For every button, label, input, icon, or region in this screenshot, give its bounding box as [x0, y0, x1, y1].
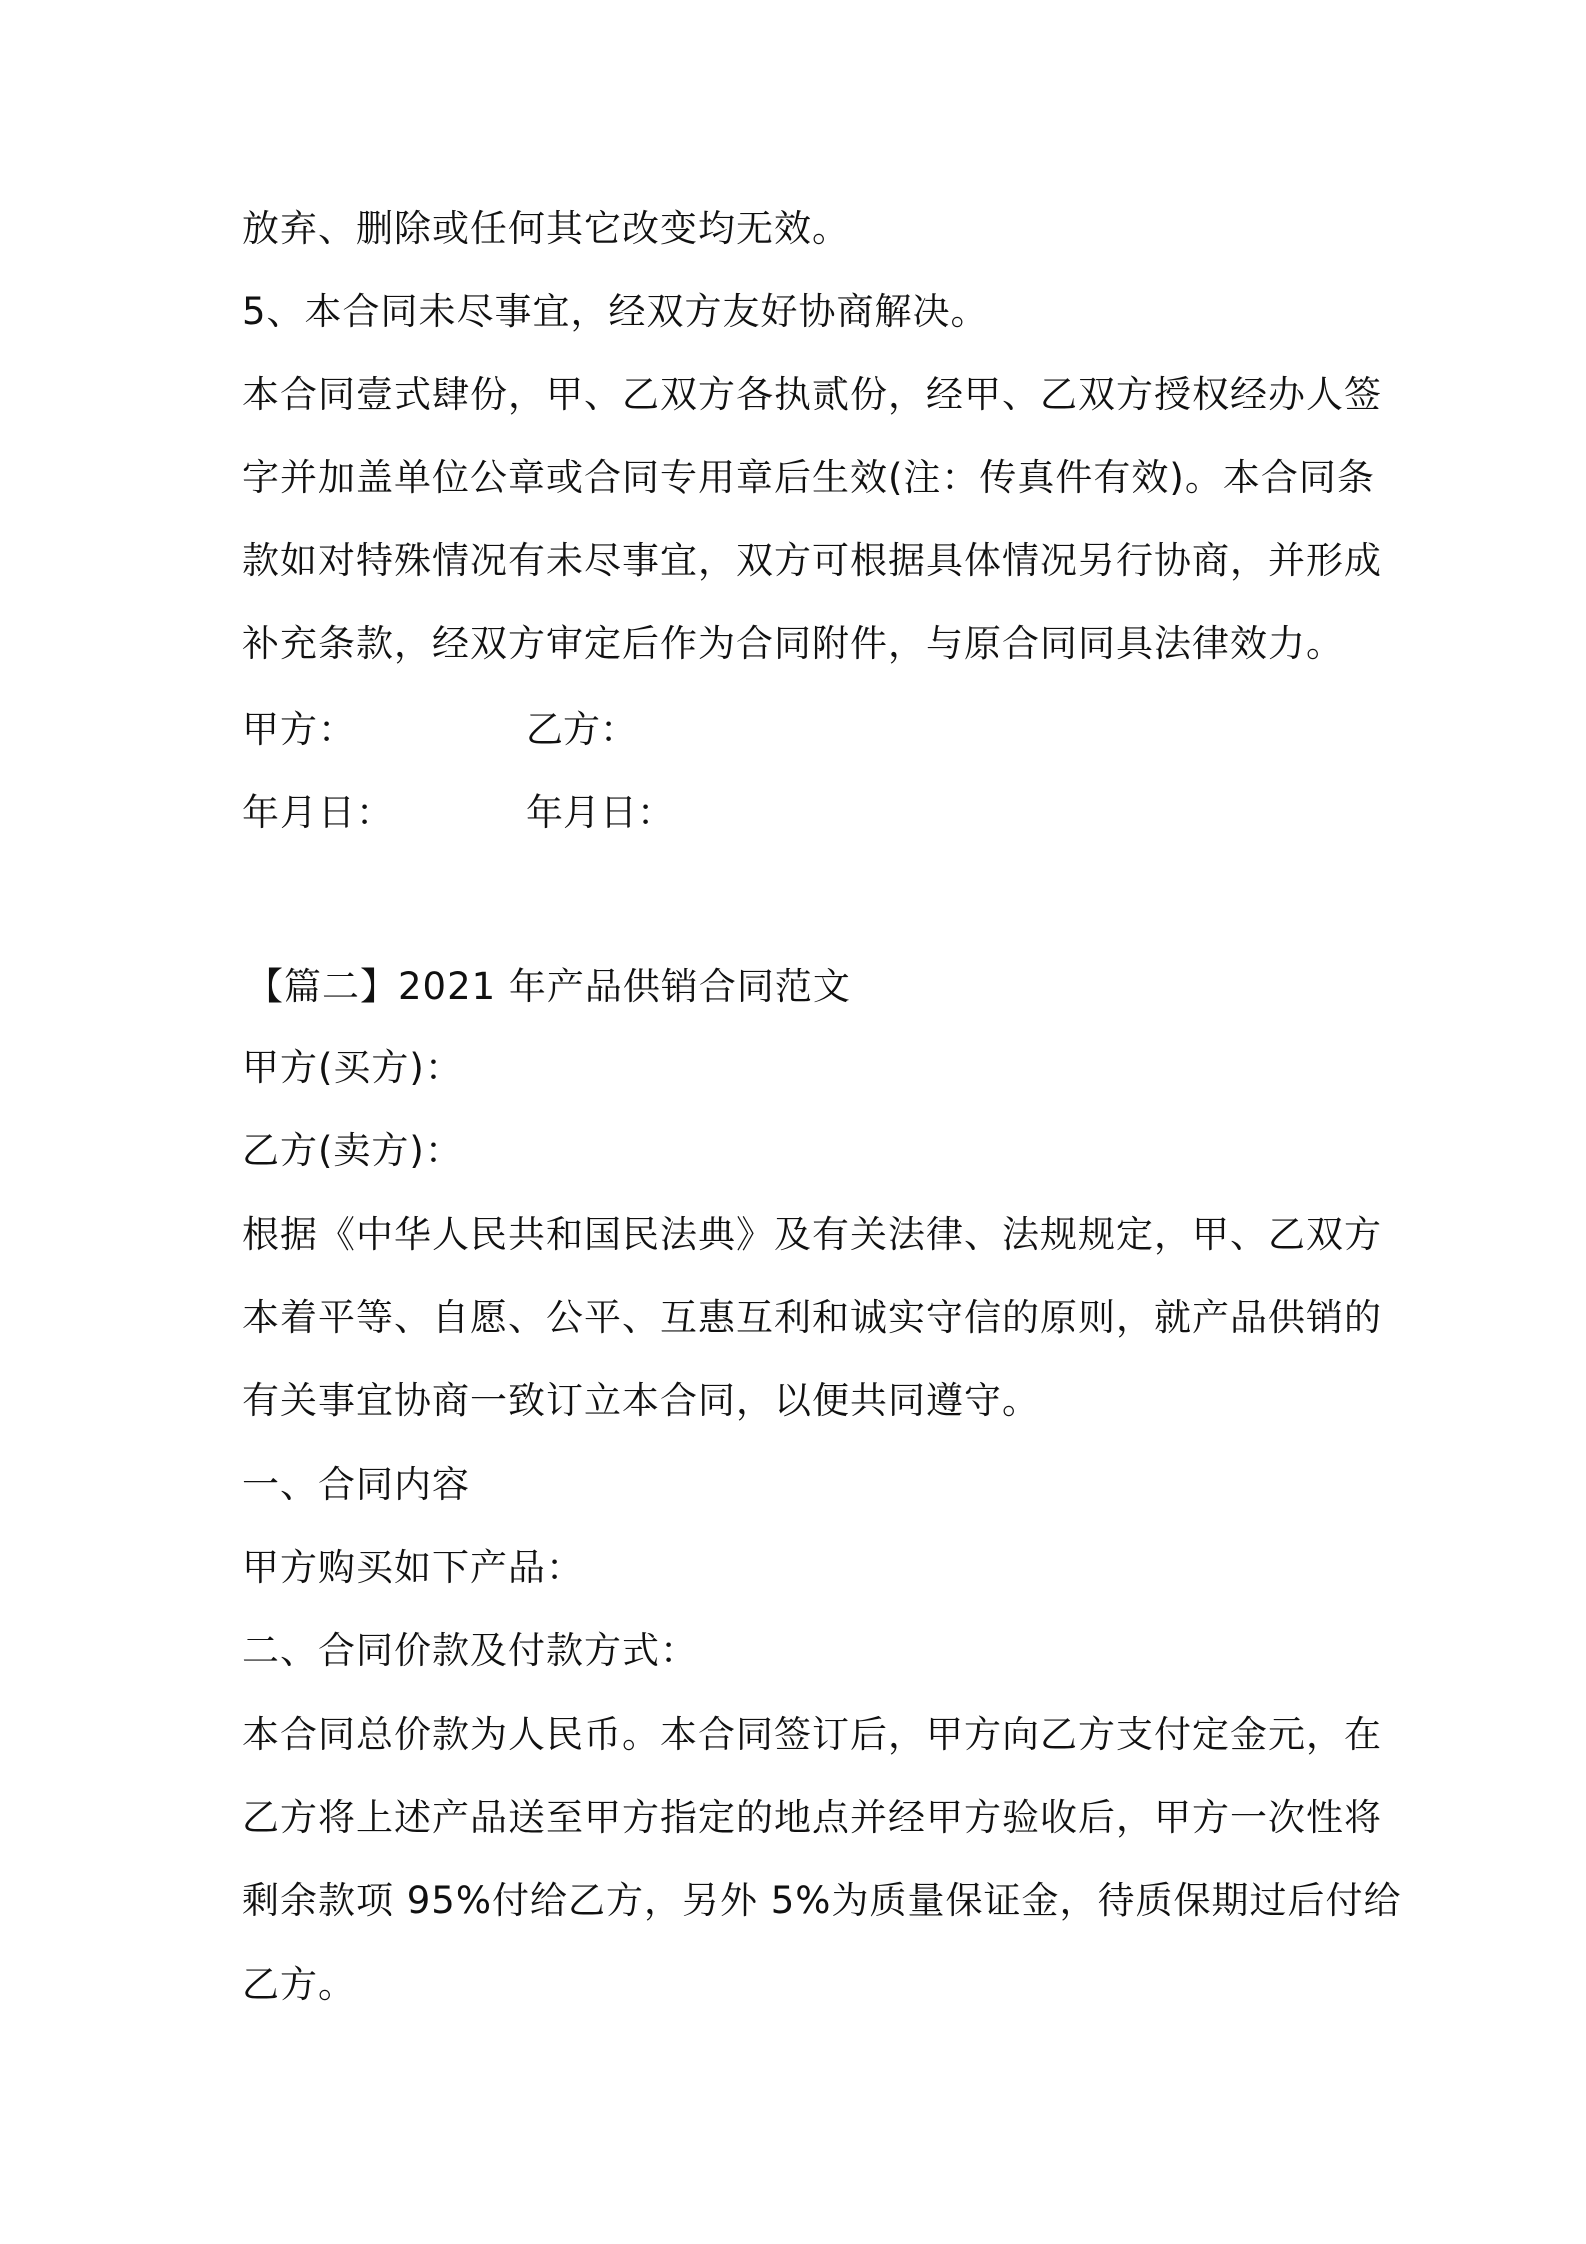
section-title: 【篇二】2021 年产品供销合同范文	[246, 965, 851, 1008]
payment-line-2: 乙方将上述产品送至甲方指定的地点并经甲方验收后，甲方一次性将	[242, 1796, 1382, 1839]
heading-price-payment: 二、合同价款及付款方式：	[242, 1629, 698, 1672]
signature-party-a: 甲方：	[242, 708, 356, 751]
paragraph-copies-line-3: 款如对特殊情况有未尽事宜，双方可根据具体情况另行协商，并形成	[242, 539, 1382, 582]
intro-line-1: 根据《中华人民共和国民法典》及有关法律、法规规定，甲、乙双方	[242, 1213, 1382, 1256]
payment-line-4: 乙方。	[242, 1963, 356, 2006]
purchase-statement: 甲方购买如下产品：	[242, 1546, 584, 1589]
paragraph-copies-line-1: 本合同壹式肆份，甲、乙双方各执贰份，经甲、乙双方授权经办人签	[242, 373, 1382, 416]
paragraph-clause-5: 5、本合同未尽事宜，经双方友好协商解决。	[242, 290, 989, 333]
buyer-label: 甲方(买方)：	[242, 1046, 463, 1089]
signature-date-b: 年月日：	[526, 791, 674, 834]
heading-contract-content: 一、合同内容	[242, 1463, 470, 1506]
seller-label: 乙方(卖方)：	[242, 1129, 463, 1172]
signature-date-a: 年月日：	[242, 791, 394, 834]
paragraph-waiver-clause: 放弃、删除或任何其它改变均无效。	[242, 207, 850, 250]
payment-line-1: 本合同总价款为人民币。本合同签订后，甲方向乙方支付定金元，在	[242, 1713, 1382, 1756]
intro-line-2: 本着平等、自愿、公平、互惠互利和诚实守信的原则，就产品供销的	[242, 1296, 1382, 1339]
intro-line-3: 有关事宜协商一致订立本合同，以便共同遵守。	[242, 1379, 1040, 1422]
paragraph-copies-line-4: 补充条款，经双方审定后作为合同附件，与原合同同具法律效力。	[242, 622, 1344, 665]
payment-line-3: 剩余款项 95%付给乙方，另外 5%为质量保证金，待质保期过后付给	[242, 1879, 1402, 1922]
paragraph-copies-line-2: 字并加盖单位公章或合同专用章后生效(注：传真件有效)。本合同条	[242, 456, 1375, 499]
signature-party-b: 乙方：	[526, 708, 637, 751]
